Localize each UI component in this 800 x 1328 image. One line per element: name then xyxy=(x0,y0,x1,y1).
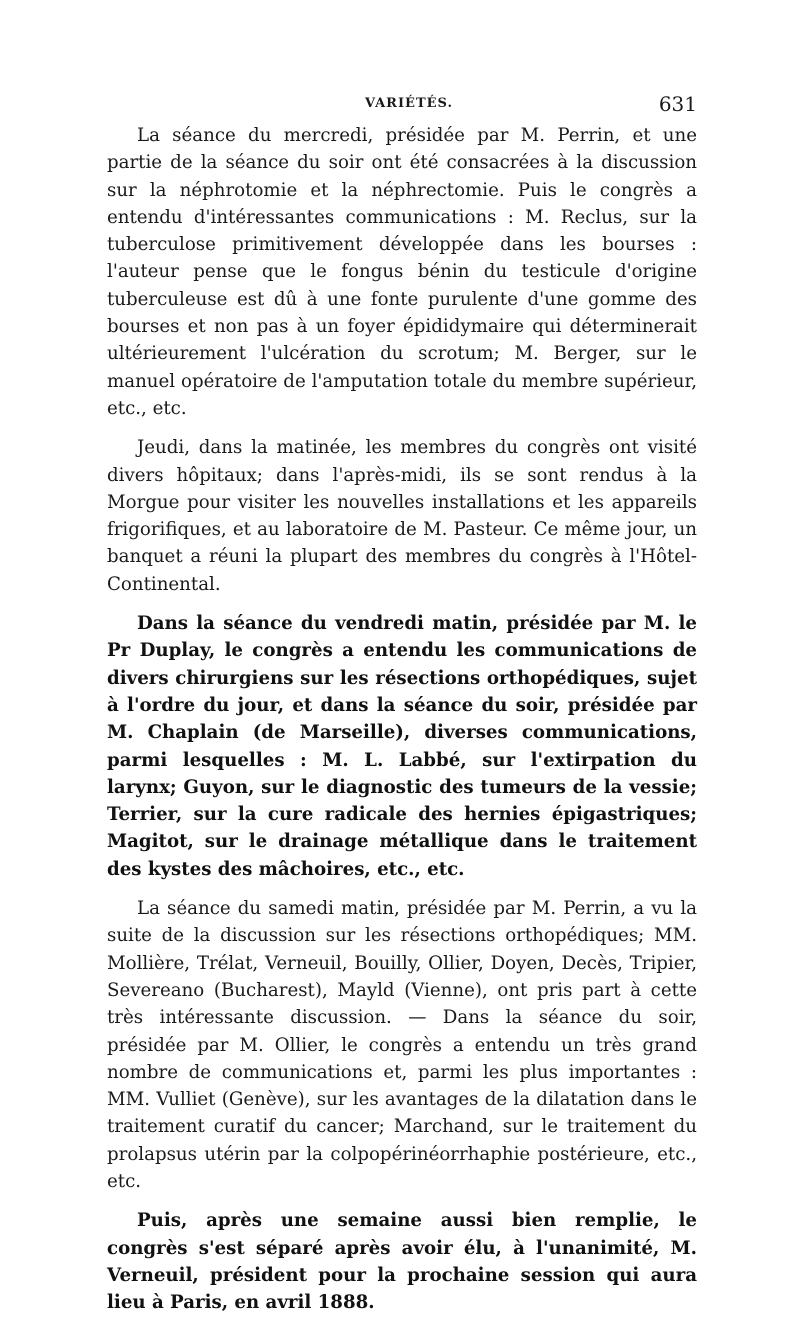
page-number: 631 xyxy=(658,92,697,116)
paragraph-wednesday-session: La séance du mercredi, présidée par M. Perrin, et une partie de la séance du soir ont été consacrées à la discussion sur la néphrotomie et la néphrectomie. Puis le congrès a entendu d'intéressantes communications : M. Reclus, sur la tuberculose primitivement développée dans les bourses : l'auteur pense que le fongus bénin du testicule d'origine tuberculeuse est dû à une fonte purulente d'une gomme des bourses et non pas à un foyer épididymaire qui déterminerait ultérieurement l'ulcération du scrotum; M. Berger, sur le manuel opératoire de l'amputation totale du membre supérieur, etc., etc. xyxy=(107,125,697,419)
running-title: VARIÉTÉS. xyxy=(365,96,453,111)
paragraph-thursday-visits: Jeudi, dans la matinée, les membres du congrès ont visité divers hôpitaux; dans l'après-midi, ils se sont rendus à la Morgue pour visiter les nouvelles installations et les appareils frigorifiques, et au laboratoire de M. Pasteur. Ce même jour, un banquet a réuni la plupart des membres du congrès à l'Hôtel-Continental. xyxy=(107,437,697,595)
paragraph-saturday-session: La séance du samedi matin, présidée par M. Perrin, a vu la suite de la discussion sur les résections orthopédiques; MM. Mollière, Trélat, Verneuil, Bouilly, Ollier, Doyen, Decès, Tripier, Severeano (Bucharest), Mayld (Vienne), ont pris part à cette très intéressante discussion. — Dans la séance du soir, présidée par M. Ollier, le congrès a entendu un très grand nombre de communications et, parmi les plus importantes : MM. Vulliet (Genève), sur les avantages de la dilatation dans le traitement curatif du cancer; Marchand, sur le traitement du prolapsus utérin par la colpopérinéorrhaphie postérieure, etc., etc. xyxy=(107,898,697,1192)
paragraph-friday-session: Dans la séance du vendredi matin, présidée par M. le Pr Duplay, le congrès a entendu les communications de divers chirurgiens sur les résections orthopédiques, sujet à l'ordre du jour, et dans la séance du soir, présidée par M. Chaplain (de Marseille), diverses communications, parmi lesquelles : M. L. Labbé, sur l'extirpation du larynx; Guyon, sur le diagnostic des tumeurs de la vessie; Terrier, sur la cure radicale des hernies épigastriques; Magitot, sur le drainage métallique dans le traitement des kystes des mâchoires, etc., etc. xyxy=(107,613,697,880)
paragraph-closing: Puis, après une semaine aussi bien remplie, le congrès s'est séparé après avoir élu, à l'unanimité, M. Verneuil, président pour la prochaine session qui aura lieu à Paris, en avril 1888. xyxy=(107,1210,697,1314)
book-page xyxy=(107,92,697,1328)
running-header xyxy=(107,92,697,122)
